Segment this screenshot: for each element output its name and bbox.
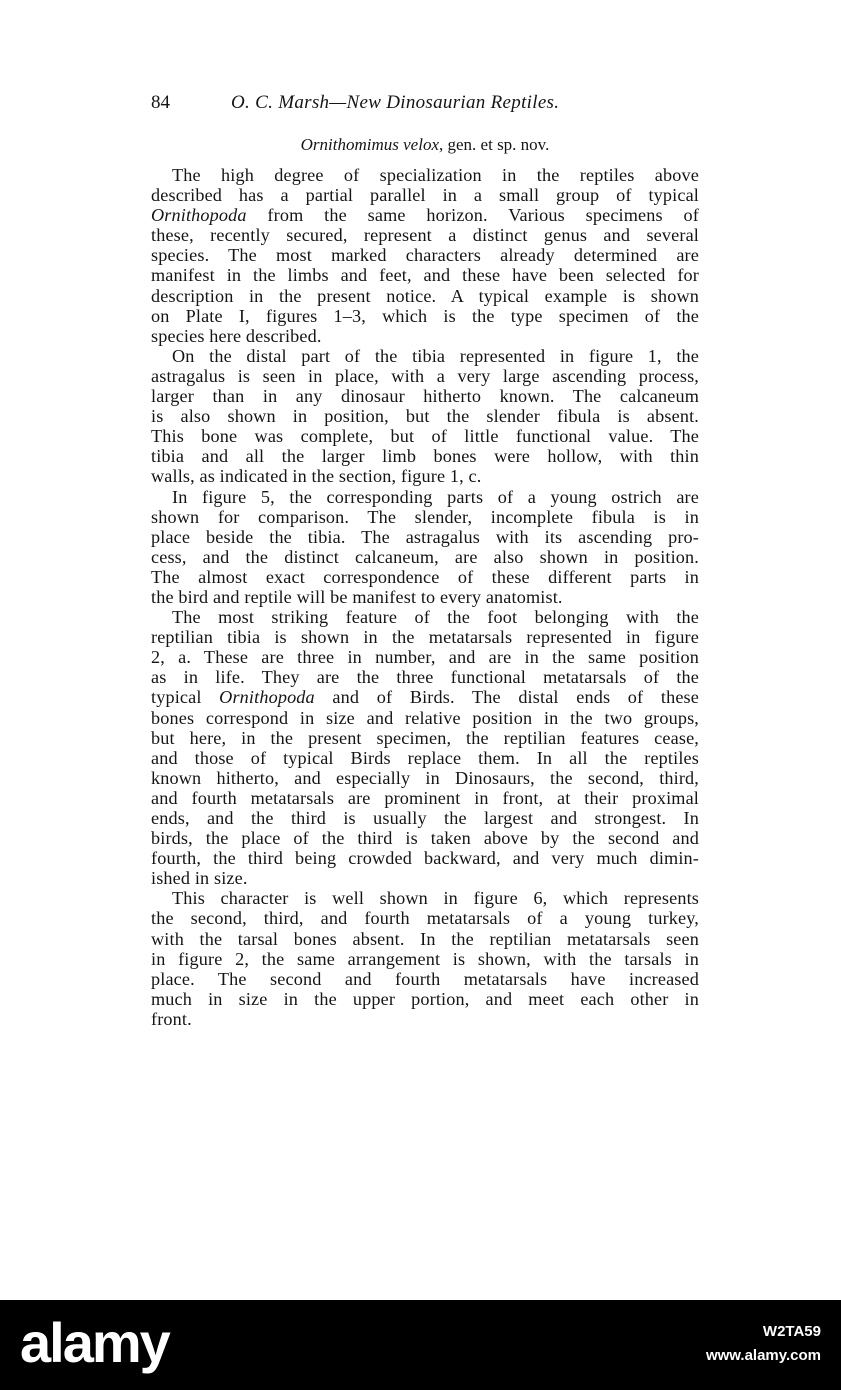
text-run: tibia and all the larger limb bones were hollow, with thin — [151, 446, 699, 467]
text-line — [151, 828, 699, 848]
text-run: This character is well shown in figure 6, which represents — [172, 888, 699, 909]
text-line — [151, 607, 699, 627]
text-run: from the same horizon. Various specimens of — [246, 205, 699, 226]
italic-term: Ornithopoda — [219, 687, 315, 708]
text-run: is also shown in position, but the slender fibula is absent. — [151, 406, 699, 427]
text-run: In figure 5, the corresponding parts of a young ostrich are — [172, 486, 699, 507]
text-line — [151, 185, 699, 205]
text-run: these, recently secured, represent a distinct genus and several — [151, 225, 699, 246]
text-line — [151, 366, 699, 386]
site-url: www.alamy.com — [705, 1347, 821, 1364]
text-line — [151, 687, 699, 707]
text-run: on Plate I, figures 1–3, which is the type specimen of the — [151, 305, 699, 326]
text-line — [151, 788, 699, 808]
text-line — [151, 667, 699, 687]
text-run: shown for comparison. The slender, incomplete fibula is in — [151, 506, 699, 527]
text-line — [151, 487, 699, 507]
text-line — [151, 205, 699, 225]
text-run: with the tarsal bones absent. In the reptilian metatarsals seen — [151, 928, 699, 949]
body-text — [151, 165, 699, 1029]
watermark-footer — [0, 1300, 841, 1390]
text-run: the bird and reptile will be manifest to every anatomist. — [151, 586, 563, 607]
taxon-designation: , gen. et sp. nov. — [439, 135, 550, 154]
text-line — [151, 286, 699, 306]
text-run: and those of typical Birds replace them. In all the reptiles — [151, 747, 699, 768]
text-run: described has a partial parallel in a small group of typical — [151, 185, 699, 206]
text-run: description in the present notice. A typical example is shown — [151, 285, 699, 306]
taxon-name: Ornithomimus velox — [300, 135, 439, 154]
text-run: much in size in the upper portion, and meet each other in — [151, 988, 699, 1009]
text-line — [151, 527, 699, 547]
text-line — [151, 587, 699, 607]
text-run: the second, third, and fourth metatarsals of a young turkey, — [151, 908, 699, 929]
text-run: known hitherto, and especially in Dinosaurs, the second, third, — [151, 767, 699, 788]
text-line — [151, 848, 699, 868]
text-line — [151, 949, 699, 969]
text-run: The most striking feature of the foot belonging with the — [172, 607, 699, 628]
text-run: fourth, the third being crowded backward, and very much dimin- — [151, 848, 699, 869]
text-run: bones correspond in size and relative position in the two groups, — [151, 707, 699, 728]
text-run: 2, a. These are three in number, and are in the same position — [151, 647, 699, 668]
text-run: and of Birds. The distal ends of these — [314, 687, 699, 708]
text-line — [151, 426, 699, 446]
text-run: The high degree of specialization in the reptiles above — [172, 165, 699, 185]
text-run: walls, as indicated in the section, figure 1, c. — [151, 466, 482, 487]
page-number: 84 — [151, 92, 170, 113]
text-run: in figure 2, the same arrangement is shown, with the tarsals in — [151, 948, 699, 969]
text-line — [151, 888, 699, 908]
text-run: place. The second and fourth metatarsals have increased — [151, 968, 699, 989]
text-line — [151, 728, 699, 748]
running-head — [151, 90, 699, 116]
text-line — [151, 165, 699, 185]
text-line — [151, 346, 699, 366]
text-line — [151, 929, 699, 949]
text-run: species. The most marked characters already determined are — [151, 245, 699, 266]
text-line — [151, 908, 699, 928]
text-run: cess, and the distinct calcaneum, are also shown in position. — [151, 546, 699, 567]
text-line — [151, 225, 699, 245]
text-line — [151, 326, 699, 346]
text-run: and fourth metatarsals are prominent in front, at their proximal — [151, 787, 699, 808]
text-line — [151, 547, 699, 567]
text-run: ished in size. — [151, 868, 248, 889]
text-line — [151, 466, 699, 486]
text-line — [151, 989, 699, 1009]
text-line — [151, 748, 699, 768]
text-run: but here, in the present specimen, the reptilian features cease, — [151, 727, 699, 748]
text-run: ends, and the third is usually the largest and strongest. In — [151, 808, 699, 828]
text-line — [151, 507, 699, 527]
text-line — [151, 627, 699, 647]
text-line — [151, 446, 699, 466]
text-line — [151, 969, 699, 989]
text-run: as in life. They are the three functional metatarsals of the — [151, 667, 699, 688]
text-line — [151, 708, 699, 728]
text-line — [151, 1009, 699, 1029]
text-line — [151, 386, 699, 406]
text-line — [151, 868, 699, 888]
running-title: O. C. Marsh—New Dinosaurian Reptiles. — [231, 92, 560, 113]
text-run: place beside the tibia. The astragalus with its ascending pro- — [151, 526, 699, 547]
text-run: manifest in the limbs and feet, and these have been selected for — [151, 265, 699, 286]
section-heading — [151, 134, 699, 156]
text-line — [151, 265, 699, 285]
text-line — [151, 768, 699, 788]
text-run: typical — [151, 687, 220, 708]
text-run: On the distal part of the tibia represented in figure 1, the — [172, 345, 699, 366]
text-run: This bone was complete, but of little functional value. The — [151, 426, 699, 447]
alamy-logo: alamy — [20, 1311, 169, 1374]
text-run: birds, the place of the third is taken above by the second and — [151, 828, 699, 849]
text-run: astragalus is seen in place, with a very large ascending process, — [151, 365, 699, 386]
text-run: reptilian tibia is shown in the metatarsals represented in figure — [151, 627, 699, 648]
italic-term: Ornithopoda — [151, 205, 247, 226]
text-line — [151, 647, 699, 667]
text-run: larger than in any dinosaur hitherto known. The calcaneum — [151, 386, 699, 407]
text-run: species here described. — [151, 325, 322, 346]
text-line — [151, 406, 699, 426]
text-run: front. — [151, 1008, 192, 1029]
text-run: The almost exact correspondence of these different parts in — [151, 566, 699, 587]
text-line — [151, 567, 699, 587]
text-line — [151, 808, 699, 828]
image-id: W2TA59 — [762, 1323, 821, 1340]
text-line — [151, 245, 699, 265]
text-line — [151, 306, 699, 326]
